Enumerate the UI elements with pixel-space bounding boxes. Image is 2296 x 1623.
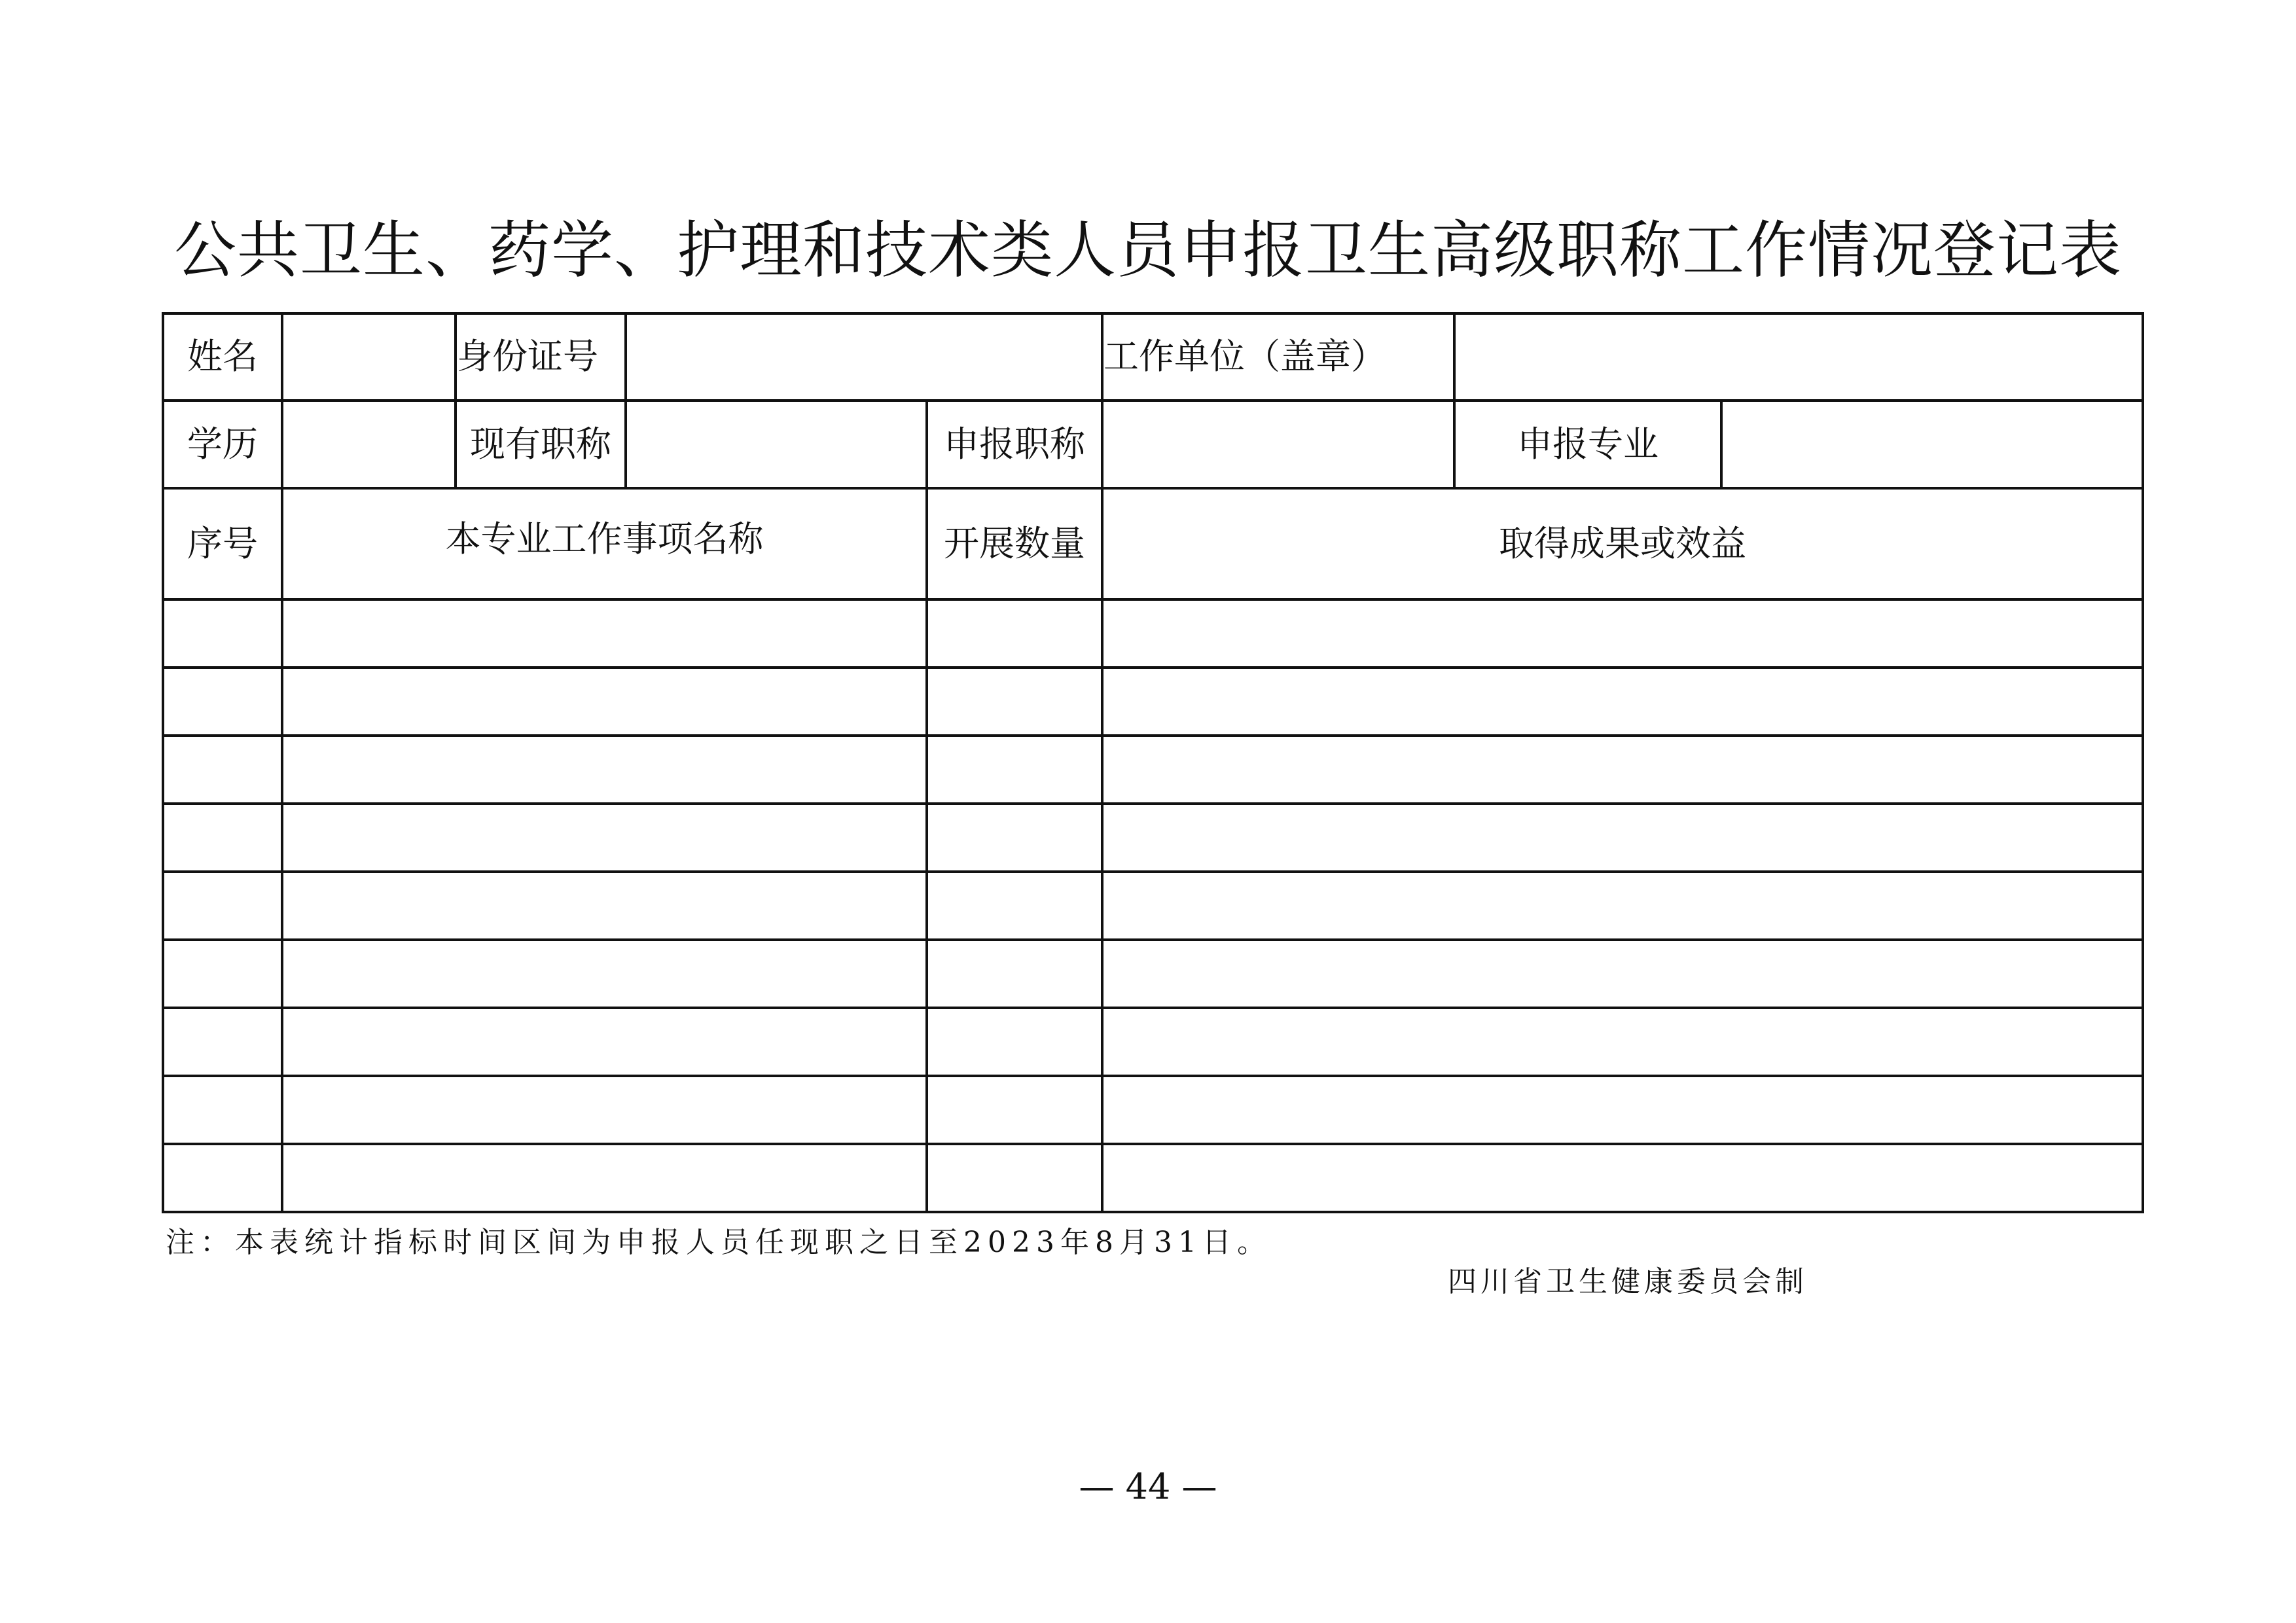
work-item-header: 本专业工作事项名称 [282,488,927,599]
result-cell[interactable] [1102,804,2143,872]
work-item-cell[interactable] [282,599,927,668]
work-item-cell[interactable] [282,872,927,940]
seq-cell[interactable] [163,599,282,668]
id-number-label: 身份证号 [456,313,626,401]
seq-cell[interactable] [163,1144,282,1212]
form-row-qualification [163,401,2143,488]
result-cell[interactable] [1102,1144,2143,1212]
current-title-field[interactable] [626,401,927,488]
seq-cell[interactable] [163,1008,282,1076]
work-item-cell[interactable] [282,804,927,872]
count-cell[interactable] [927,1076,1102,1144]
result-header: 取得成果或效益 [1102,488,2143,599]
work-item-cell[interactable] [282,940,927,1008]
count-cell[interactable] [927,940,1102,1008]
registration-form-table [162,312,2144,1213]
result-cell[interactable] [1102,668,2143,736]
seq-cell[interactable] [163,872,282,940]
id-number-field[interactable] [626,313,1102,401]
name-field[interactable] [282,313,456,401]
education-label: 学历 [163,401,282,488]
result-cell[interactable] [1102,940,2143,1008]
work-item-cell[interactable] [282,668,927,736]
count-cell[interactable] [927,804,1102,872]
seq-cell[interactable] [163,804,282,872]
table-row [163,736,2143,804]
footnote: 注：本表统计指标时间区间为申报人员任现职之日至2023年8月31日。 [166,1226,1272,1259]
seq-header: 序号 [163,488,282,599]
seq-cell[interactable] [163,736,282,804]
count-cell[interactable] [927,1008,1102,1076]
count-cell[interactable] [927,1144,1102,1212]
table-row [163,599,2143,668]
education-field[interactable] [282,401,456,488]
count-header: 开展数量 [927,488,1102,599]
count-cell[interactable] [927,872,1102,940]
table-row [163,872,2143,940]
page-number: — 44 — [1079,1466,1217,1507]
work-item-cell[interactable] [282,1076,927,1144]
document-title: 公共卫生、药学、护理和技术类人员申报卫生高级职称工作情况登记表 [173,215,2122,287]
table-row [163,1008,2143,1076]
table-row [163,1076,2143,1144]
table-row [163,940,2143,1008]
work-item-cell[interactable] [282,1008,927,1076]
applied-specialty-label: 申报专业 [1454,401,1721,488]
work-item-cell[interactable] [282,736,927,804]
work-item-entries [163,599,2143,1212]
result-cell[interactable] [1102,599,2143,668]
seq-cell[interactable] [163,668,282,736]
table-row [163,804,2143,872]
current-title-label: 现有职称 [456,401,626,488]
applied-title-label: 申报职称 [927,401,1102,488]
table-row [163,1144,2143,1212]
table-row [163,668,2143,736]
employer-label: 工作单位（盖章） [1102,313,1454,401]
count-cell[interactable] [927,736,1102,804]
count-cell[interactable] [927,599,1102,668]
seq-cell[interactable] [163,1076,282,1144]
result-cell[interactable] [1102,1076,2143,1144]
result-cell[interactable] [1102,1008,2143,1076]
count-cell[interactable] [927,668,1102,736]
name-label: 姓名 [163,313,282,401]
result-cell[interactable] [1102,736,2143,804]
applied-title-field[interactable] [1102,401,1454,488]
seq-cell[interactable] [163,940,282,1008]
result-cell[interactable] [1102,872,2143,940]
employer-field[interactable] [1454,313,2143,401]
work-items-header-row [163,488,2143,599]
issuer-line: 四川省卫生健康委员会制 [1448,1265,1808,1298]
work-item-cell[interactable] [282,1144,927,1212]
form-row-personal [163,313,2143,401]
applied-specialty-field[interactable] [1721,401,2143,488]
